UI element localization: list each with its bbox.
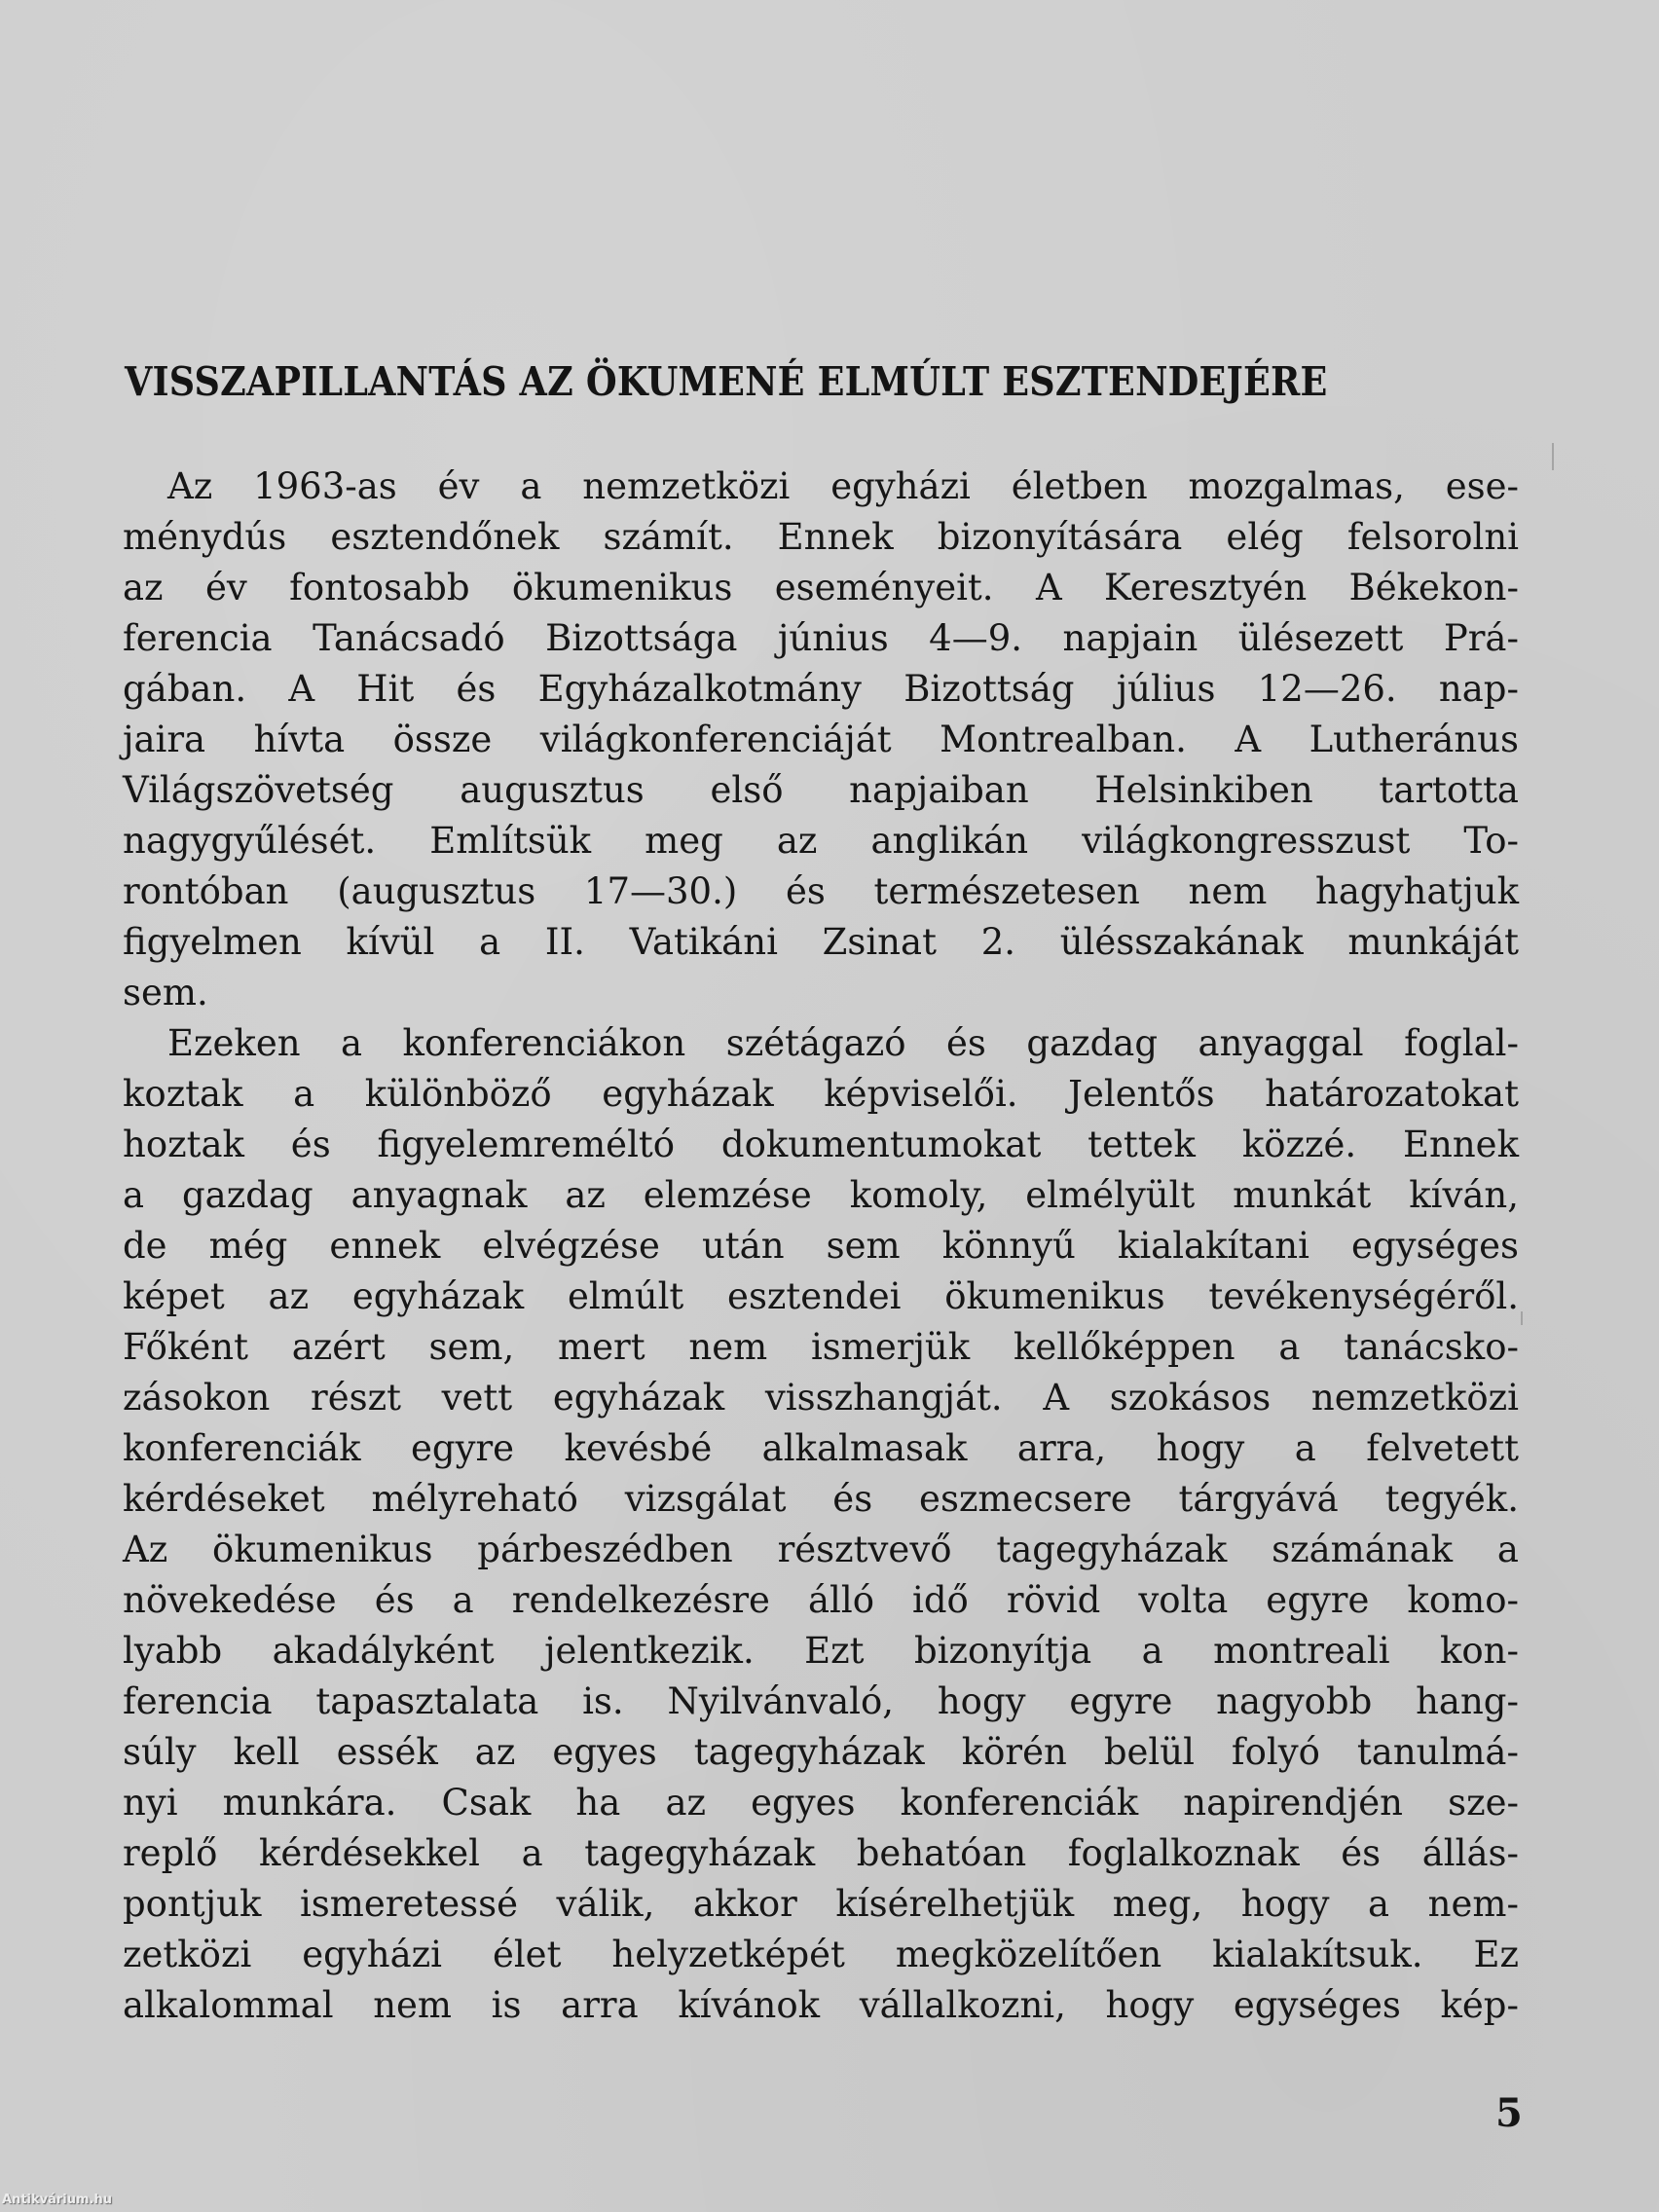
text-line: hoztak és figyelemreméltó dokumentumokat tettek közzé. Ennek: [123, 1124, 1519, 1165]
text-line: ménydús esztendőnek számít. Ennek bizonyítására elég felsorolni: [123, 516, 1519, 558]
text-line: koztak a különböző egyházak képviselői. Jelentős határozatokat: [123, 1073, 1519, 1115]
text-line: replő kérdésekkel a tagegyházak behatóan foglalkoznak és állás-: [123, 1832, 1519, 1874]
body-text: [123, 461, 1519, 2031]
text-line: képet az egyházak elmúlt esztendei ökumenikus tevékenységéről.: [123, 1275, 1519, 1317]
text-line: ferencia tapasztalata is. Nyilvánvaló, hogy egyre nagyobb hang-: [123, 1680, 1519, 1722]
text-line: zetközi egyházi élet helyzetképét megközelítően kialakítsuk. Ez: [123, 1934, 1519, 1975]
text-line: nyi munkára. Csak ha az egyes konferenciák napirendjén sze-: [123, 1782, 1519, 1824]
text-line: sem.: [123, 972, 208, 1014]
chapter-title: VISSZAPILLANTÁS AZ ÖKUMENÉ ELMÚLT ESZTENDEJÉRE: [125, 358, 1328, 406]
text-line: zásokon részt vett egyházak visszhangját. A szokásos nemzetközi: [123, 1377, 1519, 1419]
paper-speck: [1552, 443, 1554, 470]
text-line: pontjuk ismeretessé válik, akkor kísérelhetjük meg, hogy a nem-: [123, 1883, 1519, 1925]
text-line: ferencia Tanácsadó Bizottsága június 4—9. napjain ülésezett Prá-: [123, 617, 1519, 659]
paper-speck: [1521, 1311, 1523, 1325]
page-number: 5: [1495, 2090, 1523, 2136]
text-line: súly kell essék az egyes tagegyházak körén belül folyó tanulmá-: [123, 1731, 1519, 1773]
paragraph-2: [123, 1018, 1519, 2031]
watermark: Antikvárium.hu: [2, 2193, 112, 2207]
text-line: Főként azért sem, mert nem ismerjük kellőképpen a tanácsko-: [123, 1326, 1519, 1368]
text-line: jaira hívta össze világkonferenciáját Montrealban. A Lutheránus: [123, 719, 1519, 760]
text-line: nagygyűlését. Említsük meg az anglikán világkongresszust To-: [123, 820, 1519, 862]
text-line: növekedése és a rendelkezésre álló idő rövid volta egyre komo-: [123, 1579, 1519, 1621]
text-line: de még ennek elvégzése után sem könnyű kialakítani egységes: [123, 1225, 1519, 1267]
paragraph-1: [123, 461, 1519, 1018]
text-line: Az 1963-as év a nemzetközi egyházi életben mozgalmas, ese-: [167, 465, 1519, 507]
text-line: kérdéseket mélyreható vizsgálat és eszmecsere tárgyává tegyék.: [123, 1478, 1519, 1520]
text-line: az év fontosabb ökumenikus eseményeit. A Keresztyén Békekon-: [123, 567, 1519, 608]
text-line: gában. A Hit és Egyházalkotmány Bizottság július 12—26. nap-: [123, 668, 1519, 710]
text-line: alkalommal nem is arra kívánok vállalkozni, hogy egységes kép-: [123, 1984, 1519, 2026]
text-line: a gazdag anyagnak az elemzése komoly, elmélyült munkát kíván,: [123, 1174, 1519, 1216]
text-line: rontóban (augusztus 17—30.) és természetesen nem hagyhatjuk: [123, 870, 1519, 912]
text-line: konferenciák egyre kevésbé alkalmasak arra, hogy a felvetett: [123, 1427, 1519, 1469]
text-line: Az ökumenikus párbeszédben résztvevő tagegyházak számának a: [123, 1529, 1519, 1570]
text-line: lyabb akadályként jelentkezik. Ezt bizonyítja a montreali kon-: [123, 1630, 1519, 1672]
text-line: Ezeken a konferenciákon szétágazó és gazdag anyaggal foglal-: [167, 1022, 1519, 1064]
text-line: figyelmen kívül a II. Vatikáni Zsinat 2. ülésszakának munkáját: [123, 921, 1519, 963]
text-line: Világszövetség augusztus első napjaiban Helsinkiben tartotta: [123, 769, 1519, 811]
